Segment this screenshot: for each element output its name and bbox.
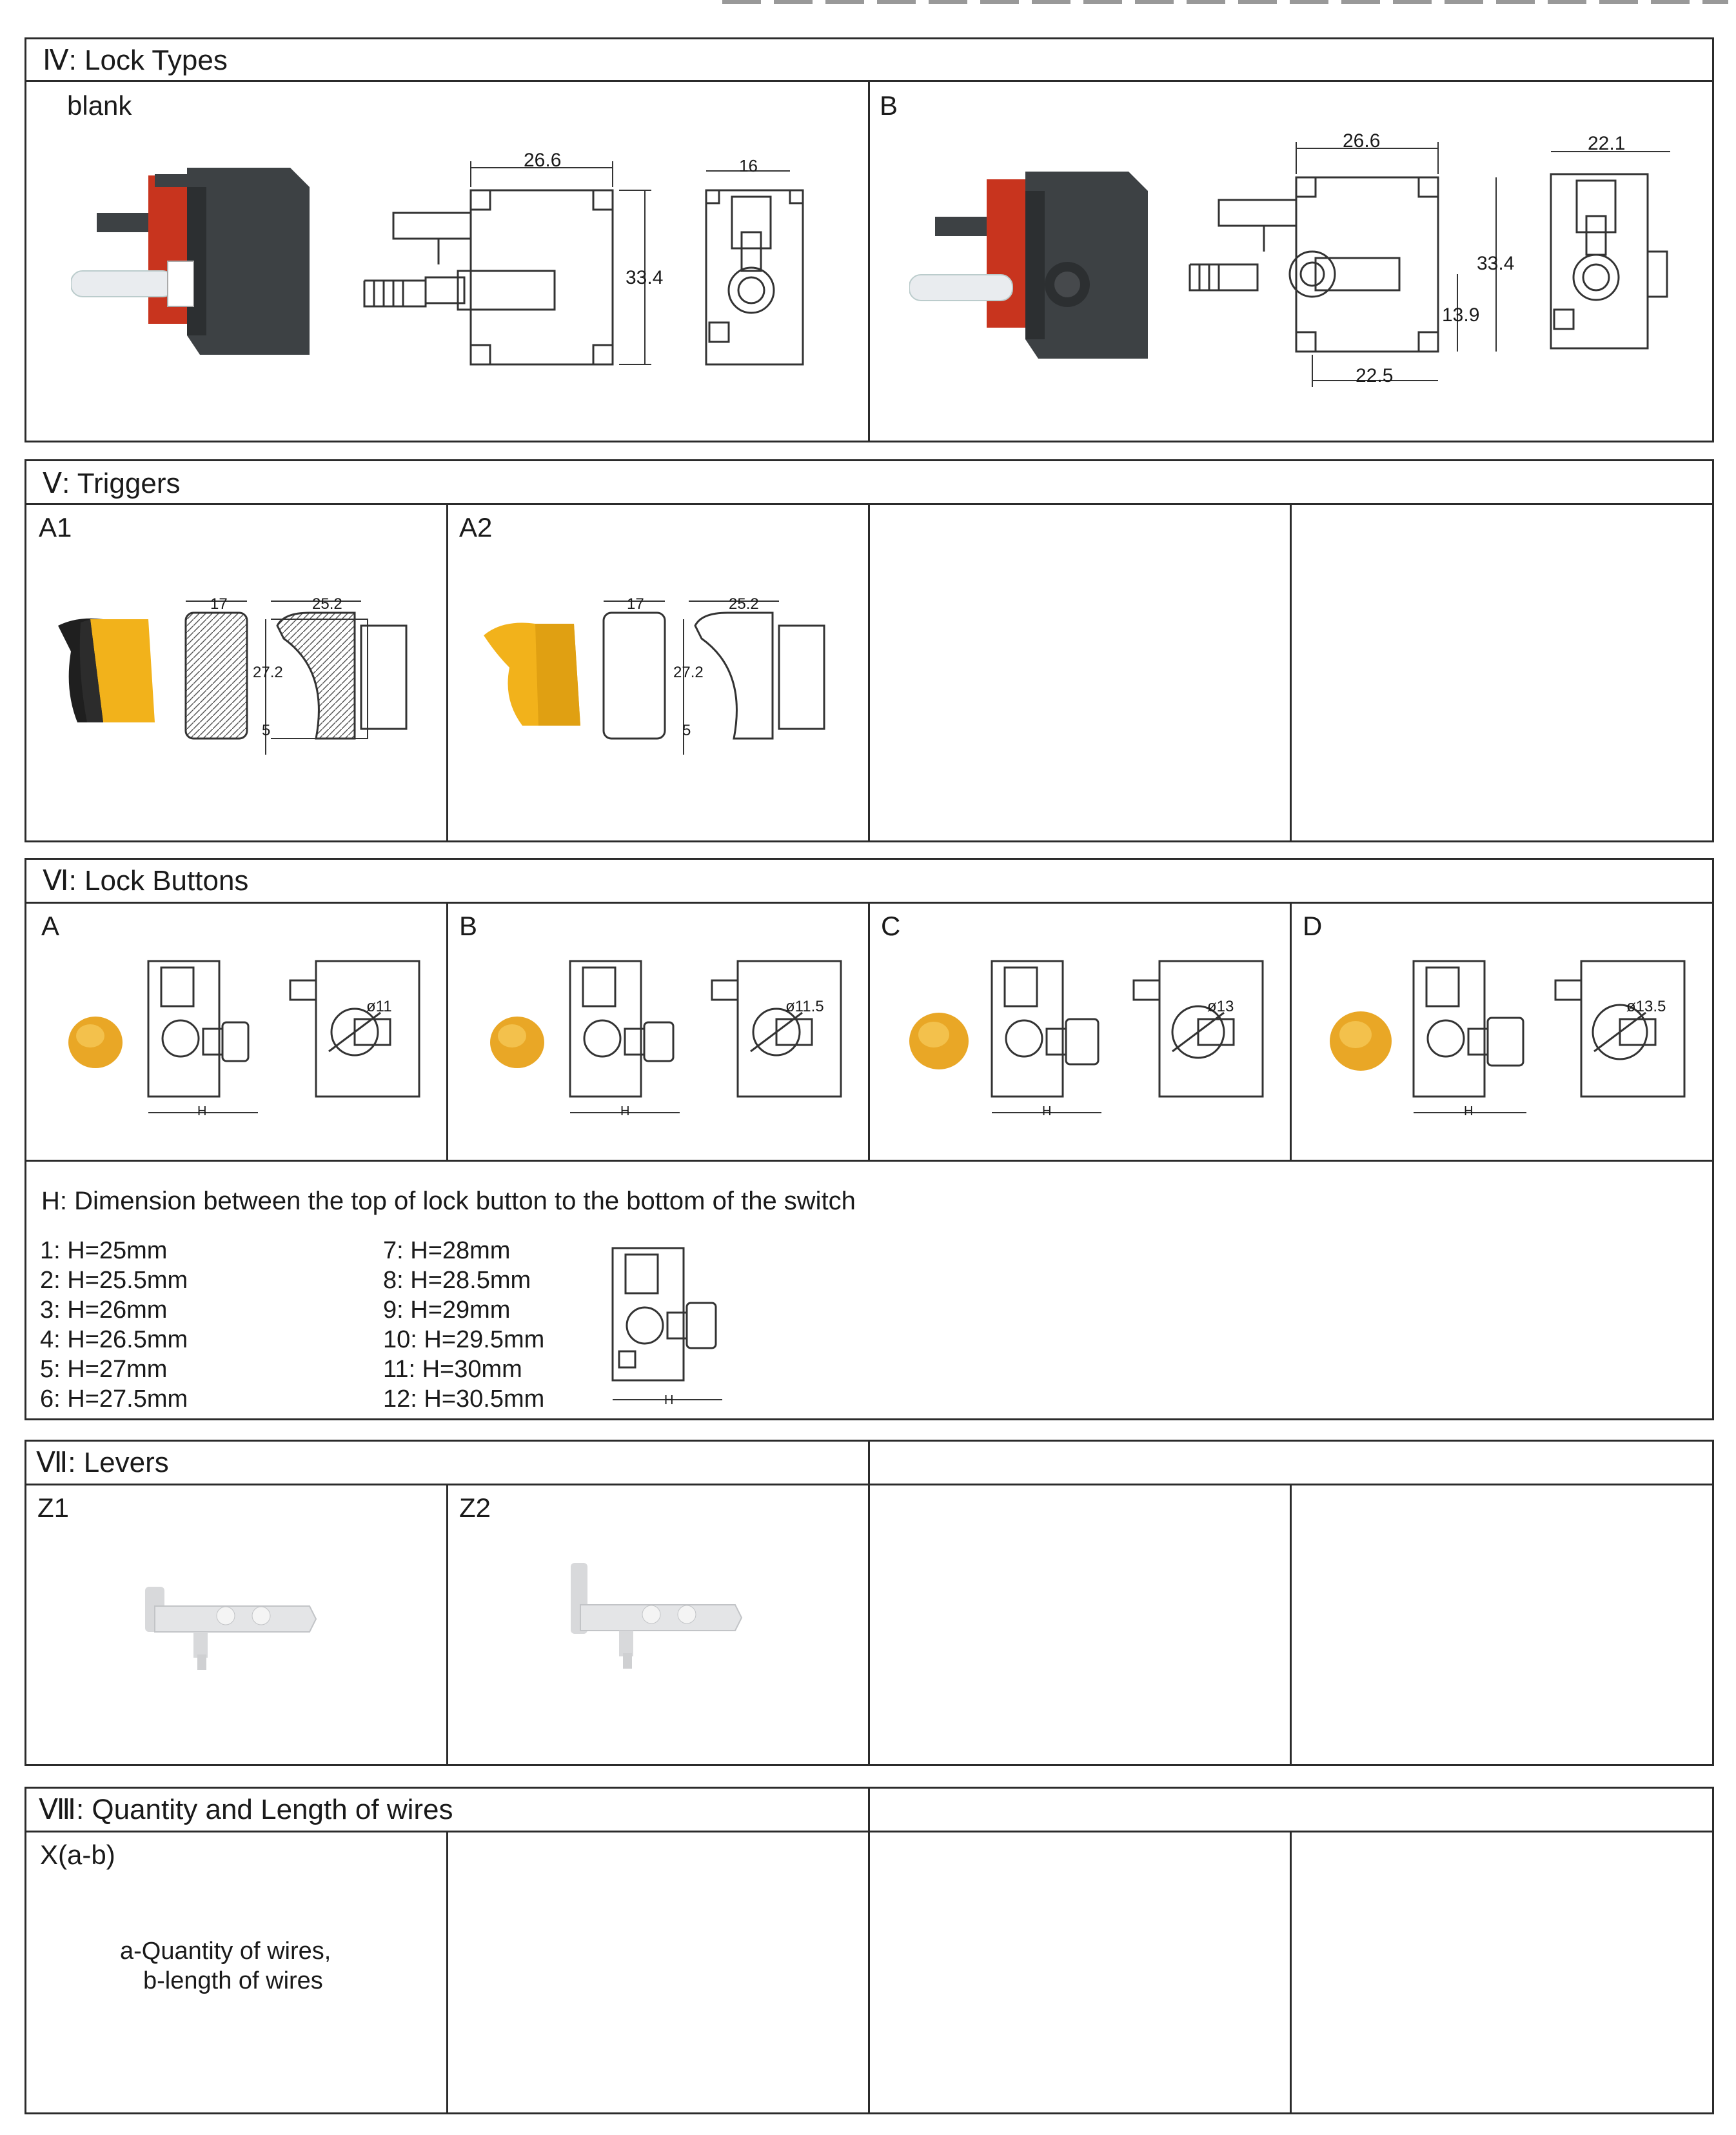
divider (446, 503, 448, 842)
divider (868, 503, 870, 842)
diameter-d: ø13.5 (1626, 998, 1666, 1015)
list-item: 9: H=29mm (383, 1296, 511, 1324)
cell-label-a: A (41, 911, 60, 941)
h-list-right (383, 1236, 544, 1414)
h-label-c: H (1042, 1104, 1052, 1118)
dim-d: 5 (262, 722, 271, 739)
list-item: 7: H=28mm (383, 1237, 511, 1264)
lock-button-b (486, 1013, 551, 1071)
trigger-photo-a1 (52, 613, 161, 729)
lock-drawing-c (985, 955, 1269, 1122)
dim-d: 5 (682, 722, 691, 739)
cell-label-a1: A1 (39, 512, 72, 542)
diameter-c: ø13 (1207, 998, 1234, 1015)
h-label-ref: H (664, 1393, 674, 1407)
divider (1290, 1484, 1292, 1766)
divider (25, 1160, 1714, 1162)
wire-desc-1: a-Quantity of wires, (120, 1938, 331, 1965)
cell-label-b: B (880, 90, 898, 121)
list-item: 8: H=28.5mm (383, 1267, 531, 1294)
lock-button-a (64, 1013, 129, 1071)
dim-width: 26.6 (524, 150, 562, 171)
dim-height: 33.4 (626, 267, 664, 288)
switch-drawing-front-b (1174, 129, 1509, 400)
divider (868, 80, 870, 442)
h-label-a: H (197, 1104, 207, 1118)
dim-side: 16 (739, 156, 758, 175)
cell-label-z1: Z1 (37, 1493, 70, 1523)
h-label-d: H (1464, 1104, 1474, 1118)
lock-drawing-a (142, 955, 426, 1122)
dim-x-b: 22.5 (1356, 365, 1394, 386)
list-item: 3: H=26mm (40, 1296, 168, 1324)
dim-height-b: 33.4 (1477, 253, 1515, 274)
diameter-b: ø11.5 (785, 998, 824, 1015)
list-item: 12: H=30.5mm (383, 1385, 545, 1413)
cell-label-blank: blank (67, 90, 132, 121)
switch-drawing-side (696, 161, 806, 374)
h-reference-drawing (606, 1245, 735, 1406)
dim-b: 25.2 (312, 595, 342, 613)
section-title: Ⅷ: Quantity and Length of wires (39, 1794, 453, 1825)
list-item: 11: H=30mm (383, 1356, 522, 1383)
dim-a: 17 (210, 595, 228, 613)
lock-button-d (1326, 1008, 1398, 1075)
section-title: Ⅵ: Lock Buttons (43, 865, 249, 897)
dim-y-b: 13.9 (1442, 304, 1480, 326)
list-item: 5: H=27mm (40, 1356, 168, 1383)
dim-a: 17 (627, 595, 644, 613)
switch-photo-b (909, 165, 1161, 372)
divider (868, 1787, 870, 2114)
section-title: Ⅶ: Levers (36, 1447, 169, 1478)
h-list-left (40, 1236, 188, 1414)
lever-z2 (567, 1560, 748, 1669)
cell-label-c: C (881, 911, 901, 941)
diameter-a: ø11 (366, 998, 392, 1015)
divider (868, 902, 870, 1160)
lock-drawing-d (1407, 955, 1691, 1122)
dim-b: 25.2 (729, 595, 759, 613)
dim-width-b: 26.6 (1343, 130, 1381, 152)
switch-drawing-front (348, 142, 658, 374)
dim-c: 27.2 (673, 664, 704, 681)
cell-label-z2: Z2 (459, 1493, 491, 1523)
trigger-photo-a2 (477, 616, 587, 732)
lock-button-c (905, 1009, 976, 1073)
divider (1290, 1831, 1292, 2114)
wire-desc-2: b-length of wires (143, 1967, 323, 1994)
lock-drawing-b (564, 955, 847, 1122)
cell-label-x: X(a-b) (40, 1840, 115, 1870)
divider (446, 1484, 448, 1766)
cell-label-b: B (459, 911, 478, 941)
list-item: 10: H=29.5mm (383, 1326, 545, 1353)
switch-photo (71, 161, 322, 368)
switch-drawing-side-b (1541, 142, 1670, 361)
divider (446, 902, 448, 1160)
list-item: 1: H=25mm (40, 1237, 168, 1264)
lever-z1 (142, 1580, 322, 1671)
divider (1290, 503, 1292, 842)
dim-c: 27.2 (253, 664, 283, 681)
dim-side-b: 22.1 (1588, 133, 1626, 154)
top-edge-decoration (722, 0, 1728, 4)
cell-label-d: D (1303, 911, 1323, 941)
h-note: H: Dimension between the top of lock button to the bottom of the switch (41, 1187, 856, 1215)
divider (868, 1440, 870, 1766)
section-title: Ⅳ: Lock Types (43, 45, 228, 76)
list-item: 4: H=26.5mm (40, 1326, 188, 1353)
section-title: Ⅴ: Triggers (43, 468, 181, 499)
list-item: 6: H=27.5mm (40, 1385, 188, 1413)
h-label-b: H (620, 1104, 630, 1118)
cell-label-a2: A2 (459, 512, 493, 542)
divider (1290, 902, 1292, 1160)
list-item: 2: H=25.5mm (40, 1267, 188, 1294)
divider (446, 1831, 448, 2114)
